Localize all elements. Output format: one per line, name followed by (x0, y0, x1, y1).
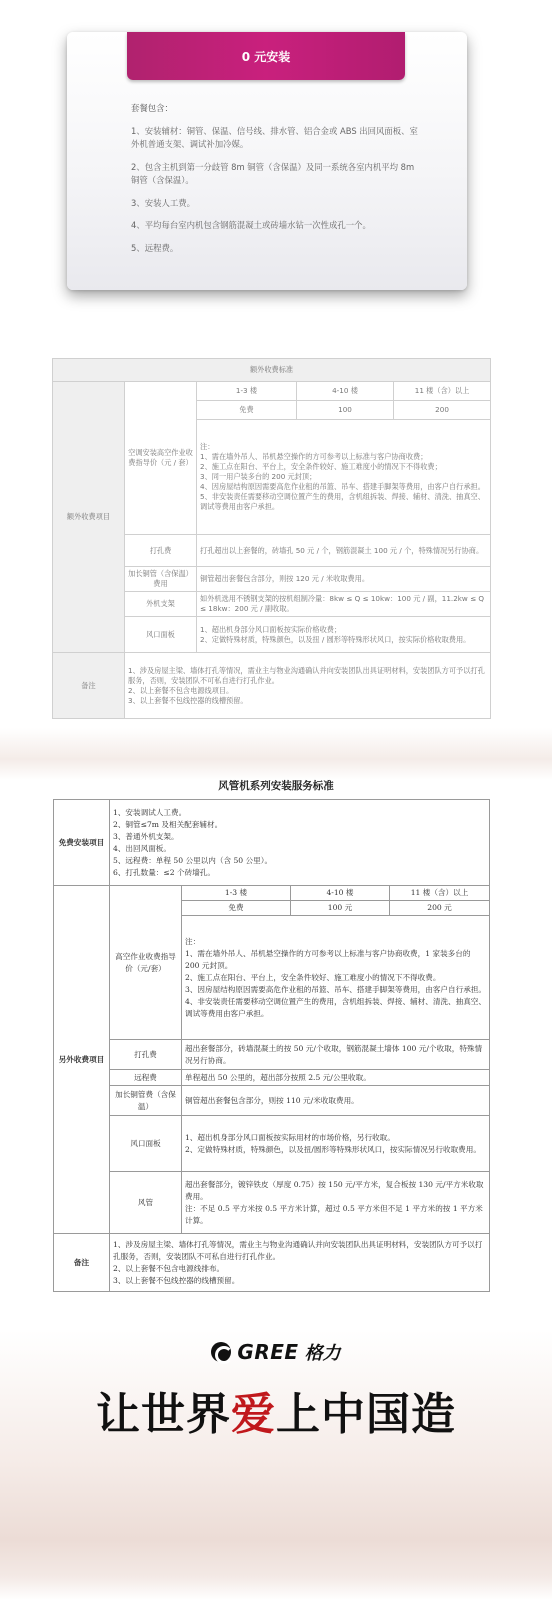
remark-line: 3、以上套餐不包线控器的线槽预留。 (128, 695, 248, 705)
floor-header: 4-10 楼 (297, 382, 394, 401)
fee-row-line: 超出套餐部分，镀锌铁皮（厚度 0.75）按 150 元/平方米，复合板按 130 元/平方米收取费用。 (185, 1179, 484, 1201)
logo-cn: 格力 (304, 1343, 341, 1364)
section-divider (0, 728, 552, 780)
free-item: 2、铜管≤7m 及相关配套辅材。 (113, 819, 223, 829)
note-line: 4、因房屋结构原因需要高危作业租的吊篮、吊车、搭建手脚架等费用，由客户自行承担。 (200, 482, 485, 491)
fee-row-label: 风口面板 (125, 617, 197, 653)
floor-header: 1-3 楼 (197, 382, 297, 401)
package-card (67, 32, 467, 290)
gree-logo-icon (211, 1342, 231, 1362)
note-line: 2、施工点在阳台、平台上，安全条件较好、施工难度小的情况下不得收费； (200, 462, 442, 471)
extra-fee-category: 额外收费项目 (53, 382, 125, 653)
extra-fee-table-title: 额外收费标准 (53, 359, 491, 382)
highwork-notes (197, 420, 491, 535)
fee-row-text: 铜管超出套餐包含部分，则按 120 元 / 米收取费用。 (197, 567, 491, 592)
slogan-part: 上中国造 (276, 1389, 456, 1440)
note-line: 3、因房屋结构原因需要高危作业租的吊篮、吊车、搭建手脚架等费用，由客户自行承担。 (185, 984, 486, 994)
floor-price: 100 元 (291, 901, 390, 916)
package-item: 5、远程费。 (131, 242, 179, 253)
fee-row-line: 1、超出机身部分风口面板按实际价格收费； (200, 624, 342, 634)
fee-row-text: 打孔超出以上套餐的，砖墙孔 50 元 / 个，钢筋混凝土 100 元 / 个，特殊情况另行协商。 (197, 535, 491, 567)
duct-service-table (53, 799, 490, 1292)
package-heading: 套餐包含： (131, 103, 173, 113)
remark-label: 备注 (54, 1234, 110, 1292)
note-line: 5、非安装责任需要移动空调位置产生的费用，含机组拆装、焊接、辅材、清洗、抽真空、调试等费用由客户承担。 (200, 492, 485, 511)
free-item: 1、安装调试人工费。 (113, 807, 187, 817)
highwork-notes (182, 916, 490, 1040)
note-line: 1、需在墙外吊人、吊机悬空操作的方可参考以上标准与客户协商收费，1 家装多台的 200 元封顶。 (185, 948, 471, 970)
fee-row-line: 1、超出机身部分风口面板按实际用材的市场价格，另行收取。 (185, 1132, 395, 1142)
free-label: 免费安装项目 (54, 800, 110, 886)
note-line: 4、非安装责任需要移动空调位置产生的费用，含机组拆装、焊接、辅材、清洗、抽真空、调试等费用由客户承担。 (185, 996, 486, 1018)
remark-line: 1、涉及房屋主梁、墙体打孔等情况，需业主与物业沟通确认并向安装团队出具证明材料，安装团队方可予以打孔服务，否则，安装团队不可私自进行打孔作业。 (128, 665, 485, 685)
fee-row-label: 打孔费 (125, 535, 197, 567)
free-item: 3、普通外机支架。 (113, 831, 179, 841)
fee-row-line: 注：不足 0.5 平方米按 0.5 平方米计算，超过 0.5 平方米但不足 1 平方米的按 1 平方米计算。 (185, 1203, 483, 1225)
free-items (110, 800, 490, 886)
duct-table-title: 风管机系列安装服务标准 (218, 780, 334, 792)
floor-price: 100 (297, 401, 394, 420)
fee-row-label: 加长铜管（含保温）费用 (125, 567, 197, 592)
free-item: 5、远程费：单程 50 公里以内（含 50 公里）。 (113, 855, 273, 865)
floor-price: 免费 (197, 401, 297, 420)
highwork-label: 空调安装高空作业收费指导价（元 / 套） (125, 382, 197, 535)
fee-row-label: 风口面板 (110, 1116, 182, 1172)
slogan-part: 让世界 (96, 1389, 231, 1440)
package-item: 1、安装辅材：铜管、保温、信号线、排水管、铝合金或 ABS 出回风面板、室外机普通支架、调试补加冷媒。 (131, 125, 418, 149)
fee-row-text (197, 617, 491, 653)
fee-row-text: 单程超出 50 公里的，超出部分按照 2.5 元/公里收取。 (182, 1070, 490, 1086)
slogan-highlight: 爱 (231, 1389, 276, 1440)
fee-row-text: 铜管超出套餐包含部分，则按 110 元/米收取费用。 (182, 1086, 490, 1116)
remark-line: 1、涉及房屋主梁、墙体打孔等情况，需业主与物业沟通确认并向安装团队出具证明材料，安装团队方可予以打孔服务，否则，安装团队不可私自进行打孔作业。 (113, 1239, 483, 1261)
floor-header: 1-3 楼 (182, 886, 291, 901)
remark-line: 3、以上套餐不包线控器的线槽预留。 (113, 1275, 240, 1285)
extra-label: 另外收费项目 (54, 886, 110, 1234)
note-line: 1、需在墙外吊人、吊机悬空操作的方可参考以上标准与客户协商收费； (200, 452, 428, 461)
remark-label: 备注 (53, 653, 125, 719)
note-line: 注： (200, 442, 215, 451)
fee-row-text: 如外机选用不锈钢支架的按机组制冷量：8kw ≤ Q ≤ 10kw：100 元 / 副，11.2kw ≤ Q ≤ 18kw：200 元 / 副收取。 (197, 592, 491, 617)
floor-price: 200 元 (390, 901, 490, 916)
remark-line: 2、以上套餐不包含电源线项目。 (128, 685, 234, 695)
free-item: 6、打孔数量：≤2 个砖墙孔。 (113, 867, 215, 877)
floor-header: 4-10 楼 (291, 886, 390, 901)
fee-row-line: 2、定做特殊材质，特殊颜色，以及扭/圆形等特殊形状风口，按实际情况另行收取费用。 (185, 1144, 481, 1154)
fee-row-label: 远程费 (110, 1070, 182, 1086)
floor-price: 200 (394, 401, 491, 420)
package-title: 0 元安装 (127, 32, 405, 80)
floor-price: 免费 (182, 901, 291, 916)
fee-row-label: 外机支架 (125, 592, 197, 617)
fee-row-label: 加长铜管费（含保温） (110, 1086, 182, 1116)
note-line: 注： (185, 936, 201, 946)
gree-logo (0, 1338, 552, 1366)
floor-header: 11 楼（含）以上 (390, 886, 490, 901)
free-item: 4、出回风面板。 (113, 843, 171, 853)
package-content (131, 102, 421, 264)
fee-row-text (182, 1172, 490, 1234)
logo-text: GREE (237, 1340, 299, 1364)
note-line: 2、施工点在阳台、平台上，安全条件较好、施工难度小的情况下不得收费。 (185, 972, 441, 982)
fee-row-label: 打孔费 (110, 1040, 182, 1070)
remark-text (125, 653, 491, 719)
fee-row-line: 2、定做特殊材质，特殊颜色，以及扭 / 圆形等特殊形状风口，按实际价格收取费用。 (200, 634, 471, 644)
extra-fee-table (52, 358, 491, 719)
floor-header: 11 楼（含）以上 (394, 382, 491, 401)
package-item: 4、平均每台室内机包含钢筋混凝土或砖墙水钻一次性成孔一个。 (131, 220, 371, 230)
remark-line: 2、以上套餐不包含电源线排布。 (113, 1263, 225, 1273)
brand-slogan (0, 1378, 552, 1442)
highwork-label: 高空作业收费指导价（元/套） (110, 886, 182, 1040)
package-item: 2、包含主机到第一分歧管 8m 铜管（含保温）及同一系统各室内机平均 8m 铜管（含保温）。 (131, 161, 415, 185)
package-item: 3、安装人工费。 (131, 197, 195, 208)
remark-text (110, 1234, 490, 1292)
note-line: 3、同一用户装多台的 200 元封顶； (200, 472, 317, 481)
fee-row-label: 风管 (110, 1172, 182, 1234)
fee-row-text (182, 1116, 490, 1172)
fee-row-text: 超出套餐部分，砖墙混凝土的按 50 元/个收取，钢筋混凝土墙体 100 元/个收取，特殊情况另行协商。 (182, 1040, 490, 1070)
